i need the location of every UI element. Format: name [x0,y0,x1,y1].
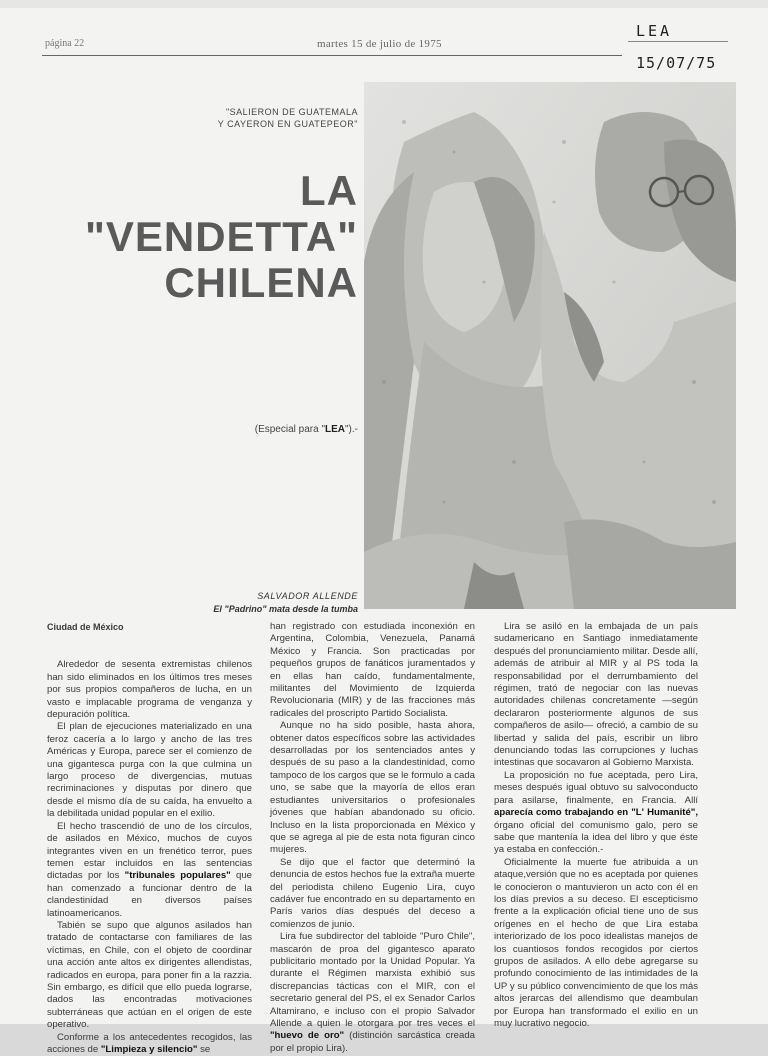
paragraph: El plan de ejecuciones materializado en una feroz cacería a lo largo y ancho de las tres Américas y Europa, parece ser el comienzo de una gigantesca purga con la que culmina un largo proceso de divergencias, mutuas recriminaciones y disputas por dinero que desde el mismo día de su caída, ha envuelto a la debilitada unidad popular en el exilio. [47,721,252,820]
article-column-1 [47,621,252,1056]
emphasis-text: "tribunales populares" [124,870,231,882]
paragraph: Tabién se supo que algunos asilados han tratado de contactarse con familiares de las víctimas, en Chile, con el objeto de coordinar una acción ante altos ex dirigentes allendistas, radicados en europa, para poner fin a la razzia. Sin embargo, es difícil que ello pueda lograrse, dados las encontradas motivaciones subterráneas que actúan en el origen de este operativo. [47,919,252,1031]
kicker-line: "SALIERON DE GUATEMALA [225,107,358,117]
paragraph-text: El hecho trascendió de uno de los círculos, de asilados en México, muchos de cuyos integrantes viven en un frenético terror, pues temen estar incluidos en las sentencias dictadas por los [47,820,252,882]
photo-caption: El "Padrino" mata desde la tumba [213,604,358,614]
paragraph [270,931,475,1055]
paragraph: Alrededor de sesenta extremistas chilenos han sido eliminados en los últimos tres meses por sus propios compañeros de lucha, en un vasto e implacable programa de venganza y depuración política. [47,659,252,721]
byline-special [255,424,358,435]
paragraph-text: que han comenzado a funcionar dentro de la clandestinidad en diversos países latinoamericanos. [47,870,252,919]
page-number: página 22 [45,38,85,49]
byline-prefix: (Especial para " [254,424,325,435]
paragraph: Aunque no ha sido posible, hasta ahora, obtener datos específicos sobre las actividades desarrolladas por los sentenciados antes y después de su paso a la clandestinidad, como tampoco de los cargos que se le formulo a cada uno, se sabe que la mayoría de ellos eran estudiantes universitarios o profesionales jóvenes que habían abandonado su oficio. Incluso en la lista proporcionada en México y que se agrega al pie de esta nota figuran cinco mujeres. [270,720,475,856]
byline-brand: LEA [325,424,345,435]
paragraph: Se dijo que el factor que determinó la denuncia de estos hechos fue la extraña muerte del periodista chileno Eugenio Lira, cuyo cadáver fue encontrado en su departamento en París varios días después del deceso a comienzos de junio. [270,856,475,930]
paragraph-text: Lira fue subdirector del tabloide "Puro Chile", mascarón de proa del gigantesco aparato publicitario montado por la Unidad Popular. Ya durante el Régimen marxista exhibió sus discrepancias tácticas con el MIR, con el secretario general del PS, el ex Senador Carlos Altamirano, e incluso con el propio Salvador Allende a quien le otorgara por tres veces el [270,931,475,1029]
headline-line: CHILENA [164,259,358,306]
kicker-line: Y CAYERON EN GUATEPEOR" [217,119,358,129]
scan-edge [0,0,768,8]
headline-kicker [118,106,358,130]
issue-date: martes 15 de julio de 1975 [317,38,442,50]
archive-stamp-brand: LEA [636,22,673,40]
paragraph-text: La proposición no fue aceptada, pero Lira, meses después igual obtuvo su salvoconducto para asilarse, finalmente, en Francia. Allí [494,769,698,806]
paragraph [494,770,698,857]
paragraph [47,821,252,920]
paragraph: han registrado con estudiada inconexión en Argentina, Colombia, Venezuela, Panamá México y Francia. Son practicadas por pequeños grupos de fanáticos juramentados y en ellas han caído, fundamentalmente, militantes del Movimiento de Izquierda Revolucionaria (MIR) y de las fracciones más radicales del proscripto Partido Socialista. [270,621,475,719]
news-photo [364,82,736,609]
article-column-3 [494,621,698,1030]
paragraph-text: (distinción sarcástica creada por el propio Lira). [270,1030,475,1054]
paragraph-text: se [200,1044,211,1055]
paragraph-text: órgano oficial del comunismo galo, pero se sabe que mantenía la idea del libro y que éste ya estaba en confección.- [494,819,698,856]
article-column-2 [270,621,475,1055]
paragraph-text: Conforme a los antecedentes recogidos, las acciones de [47,1031,252,1055]
emphasis-text: "Limpieza y silencio" [100,1044,198,1055]
header-rule [42,55,622,56]
headline-line: "VENDETTA" [84,213,358,260]
stamp-divider [628,41,728,42]
emphasis-text: "huevo de oro" [270,1030,345,1042]
paragraph: Lira se asiló en la embajada de un país sudamericano en Santiago inmediatamente después del pronunciamiento militar. Desde allí, además de atribuir al MIR y al PS toda la responsabilidad por el derrumbamiento del régimen, trató de negociar con las nuevas autoridades chilenas concretamente —según declararon posteriormente algunos de sus compañeros de asilo— ofreció, a cambio de su libertad y salida del país, escribir un libro denunciando todas las corrupciones y luchas intestinas que socavaron al Gobierno Marxista. [494,621,698,769]
headline [18,168,358,306]
emphasis-text: aparecía como trabajando en "L' Humanité", [494,807,698,819]
archive-stamp-date: 15/07/75 [636,54,717,72]
dateline: Ciudad de México [47,622,124,632]
paragraph: Oficialmente la muerte fue atribuida a un ataque,versión que no es aceptada por quienes le conocieron o mantuvieron un acto con él en los días previos a su deceso. El escepticismo frente a la explicación oficial tiene uno de sus orígenes en el hecho de que Lira estaba interiorizado de los poco idealistas manejos de los cuantiosos fondos recogidos por ciertos grupos de asilados. A ello debe agregarse su profundo conocimiento de las intimidades de la UP y su público convencimiento de que los más altos jerarcas del allendismo que deambulan por Europa han transformado el exilio en un muy lucrativo negocio. [494,856,698,1029]
photo-caption-name: SALVADOR ALLENDE [257,591,358,601]
headline-line: LA [300,167,358,214]
paragraph [47,1032,252,1056]
byline-suffix: ").- [345,424,358,435]
